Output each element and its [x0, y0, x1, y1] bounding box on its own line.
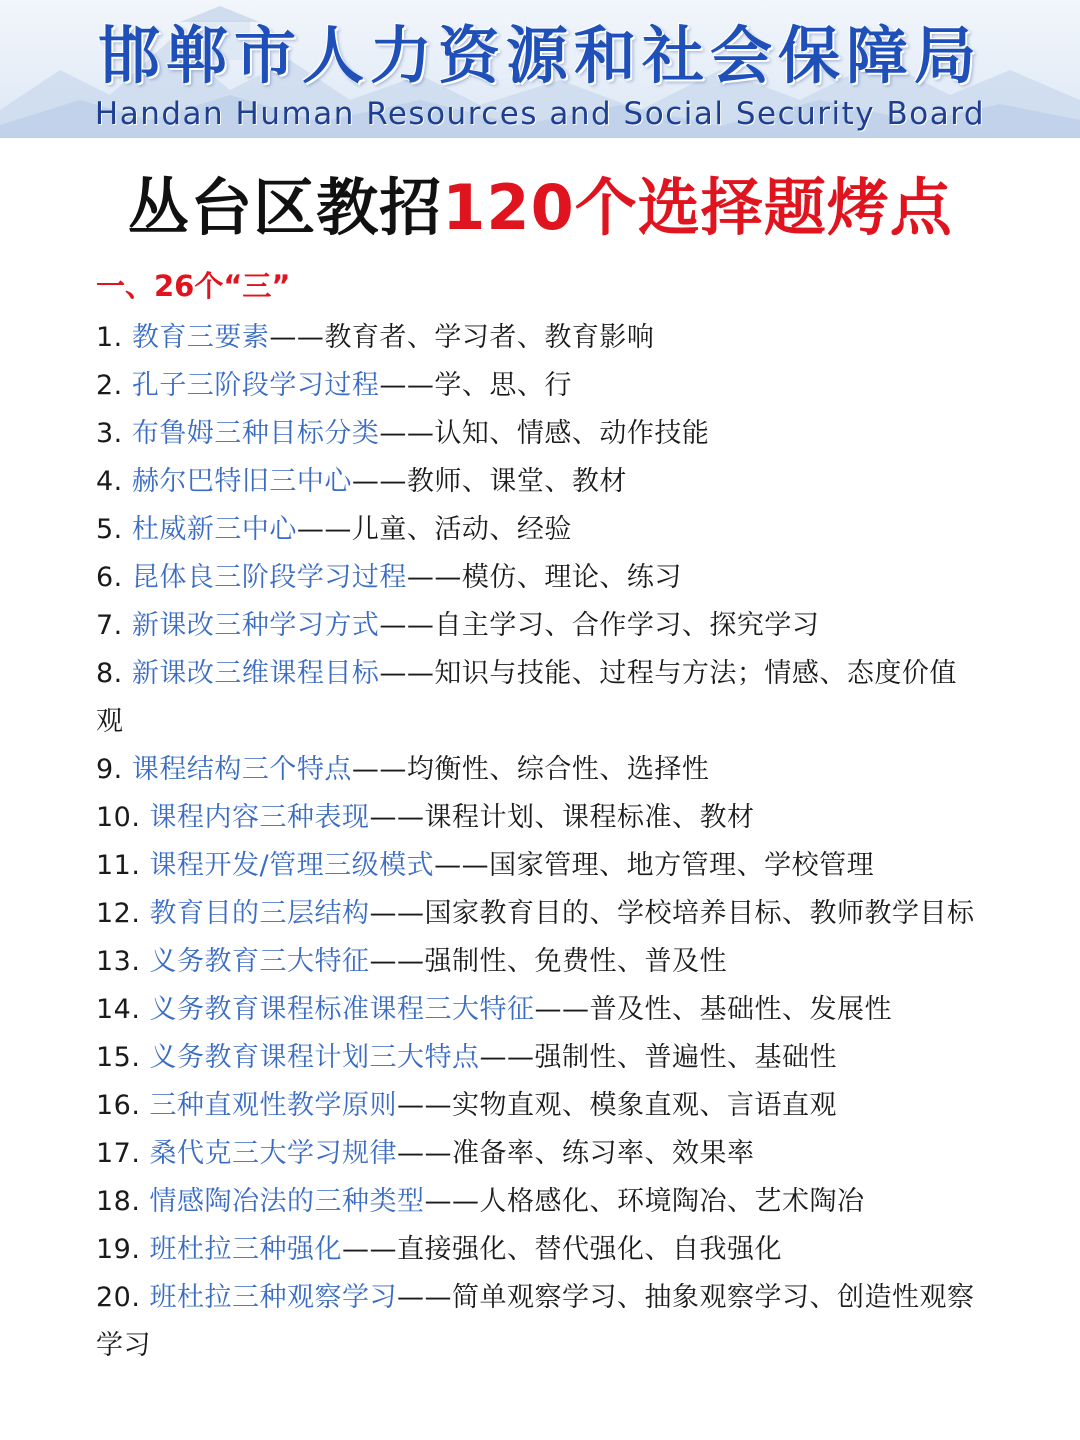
item-answer: ——模仿、理论、练习 — [406, 562, 682, 593]
item-term: 义务教育课程标准课程三大特征 — [149, 994, 535, 1025]
list-item — [96, 1226, 984, 1274]
item-answer: ——强制性、免费性、普及性 — [369, 946, 728, 977]
item-answer: ——准备率、练习率、效果率 — [397, 1138, 755, 1169]
item-answer: ——教育者、学习者、教育影响 — [269, 322, 655, 353]
item-term: 情感陶冶法的三种类型 — [149, 1186, 425, 1217]
list-item — [96, 410, 984, 458]
item-answer: ——儿童、活动、经验 — [296, 514, 572, 545]
list-item — [96, 986, 984, 1034]
item-answer: ——课程计划、课程标准、教材 — [369, 802, 755, 833]
item-answer: ——教师、课堂、教材 — [351, 466, 627, 497]
item-answer: ——简单观察学习、抽象观察学习、创造性观察学习 — [96, 1282, 975, 1361]
item-number: 8. — [96, 658, 123, 689]
item-number: 2. — [96, 370, 123, 401]
item-term: 班杜拉三种观察学习 — [149, 1282, 398, 1313]
list-item — [96, 314, 984, 362]
item-number: 4. — [96, 466, 123, 497]
org-name-chinese: 邯郸市人力资源和社会保障局 — [97, 19, 982, 92]
list-item — [96, 650, 984, 746]
item-number: 1. — [96, 322, 123, 353]
item-number: 15. — [96, 1042, 141, 1073]
item-term: 赫尔巴特旧三中心 — [131, 466, 352, 497]
item-number: 20. — [96, 1282, 141, 1313]
item-answer: ——普及性、基础性、发展性 — [534, 994, 893, 1025]
item-number: 16. — [96, 1090, 141, 1121]
item-answer: ——知识与技能、过程与方法；情感、态度价值观 — [96, 658, 957, 737]
item-number: 6. — [96, 562, 123, 593]
item-term: 义务教育三大特征 — [149, 946, 370, 977]
list-item — [96, 1178, 984, 1226]
list-item — [96, 554, 984, 602]
item-number: 12. — [96, 898, 141, 929]
item-number: 10. — [96, 802, 141, 833]
list-item — [96, 938, 984, 986]
item-term: 教育目的三层结构 — [149, 898, 370, 929]
list-item — [96, 602, 984, 650]
item-term: 新课改三维课程目标 — [131, 658, 380, 689]
item-term: 课程结构三个特点 — [131, 754, 352, 785]
item-term: 三种直观性教学原则 — [149, 1090, 398, 1121]
item-term: 课程开发/管理三级模式 — [149, 850, 435, 881]
item-answer: ——认知、情感、动作技能 — [379, 418, 710, 449]
item-number: 9. — [96, 754, 123, 785]
title-part-black: 丛台区教招 — [127, 171, 443, 244]
title-part-red: 120个选择题烤点 — [442, 171, 953, 244]
item-list — [0, 314, 1080, 1370]
list-item — [96, 794, 984, 842]
item-number: 18. — [96, 1186, 141, 1217]
section-heading: 一、26个“三” — [96, 269, 291, 303]
list-item — [96, 1082, 984, 1130]
item-term: 课程内容三种表现 — [149, 802, 370, 833]
item-answer: ——均衡性、综合性、选择性 — [351, 754, 710, 785]
item-answer: ——直接强化、替代强化、自我强化 — [342, 1234, 783, 1265]
item-number: 17. — [96, 1138, 141, 1169]
item-term: 昆体良三阶段学习过程 — [131, 562, 407, 593]
item-term: 教育三要素 — [131, 322, 270, 353]
item-answer: ——人格感化、环境陶冶、艺术陶冶 — [424, 1186, 865, 1217]
list-item — [96, 1274, 984, 1370]
item-number: 3. — [96, 418, 123, 449]
item-answer: ——自主学习、合作学习、探究学习 — [379, 610, 820, 641]
list-item — [96, 506, 984, 554]
item-term: 布鲁姆三种目标分类 — [131, 418, 380, 449]
item-number: 13. — [96, 946, 141, 977]
header-banner — [0, 0, 1080, 138]
list-item — [96, 458, 984, 506]
item-answer: ——国家教育目的、学校培养目标、教师教学目标 — [369, 898, 975, 929]
item-term: 孔子三阶段学习过程 — [131, 370, 380, 401]
item-number: 7. — [96, 610, 123, 641]
list-item — [96, 746, 984, 794]
list-item — [96, 362, 984, 410]
list-item — [96, 1034, 984, 1082]
page-title — [0, 166, 1080, 250]
item-term: 新课改三种学习方式 — [131, 610, 380, 641]
item-term: 桑代克三大学习规律 — [149, 1138, 398, 1169]
item-number: 14. — [96, 994, 141, 1025]
item-number: 5. — [96, 514, 123, 545]
item-answer: ——国家管理、地方管理、学校管理 — [434, 850, 875, 881]
item-answer: ——强制性、普遍性、基础性 — [479, 1042, 838, 1073]
list-item — [96, 890, 984, 938]
org-name-english: Handan Human Resources and Social Security Board — [94, 96, 986, 132]
list-item — [96, 1130, 984, 1178]
item-number: 19. — [96, 1234, 141, 1265]
item-answer: ——实物直观、模象直观、言语直观 — [397, 1090, 838, 1121]
item-term: 杜威新三中心 — [131, 514, 297, 545]
item-term: 班杜拉三种强化 — [149, 1234, 343, 1265]
list-item — [96, 842, 984, 890]
item-answer: ——学、思、行 — [379, 370, 572, 401]
item-term: 义务教育课程计划三大特点 — [149, 1042, 480, 1073]
item-number: 11. — [96, 850, 141, 881]
